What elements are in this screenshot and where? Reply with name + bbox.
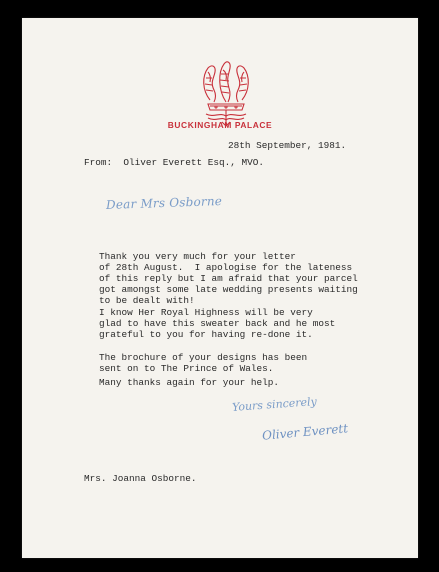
body-paragraph-3: The brochure of your designs has been sent on to The Prince of Wales. xyxy=(99,352,308,375)
body-paragraph-4: Many thanks again for your help. xyxy=(99,377,280,388)
palace-name: BUCKINGHAM PALACE xyxy=(167,120,273,130)
handwritten-closing: Yours sincerely xyxy=(231,395,318,414)
prince-of-wales-feathers-icon xyxy=(196,56,256,128)
letter-date: 28th September, 1981. xyxy=(228,140,347,151)
handwritten-signature: Oliver Everett xyxy=(261,421,349,443)
body-paragraph-1: Thank you very much for your letter of 28th August. I apologise for the lateness of this reply but I am afraid that your parcel got amongst some late wedding presents waiting to be dealt with! xyxy=(99,251,358,307)
letter-page xyxy=(22,18,418,558)
letter-sender: From: Oliver Everett Esq., MVO. xyxy=(84,157,265,168)
handwritten-salutation: Dear Mrs Osborne xyxy=(105,193,223,213)
body-paragraph-2: I know Her Royal Highness will be very glad to have this sweater back and he most grateful to you for having re-done it. xyxy=(99,307,336,341)
recipient-name: Mrs. Joanna Osborne. xyxy=(84,473,197,484)
